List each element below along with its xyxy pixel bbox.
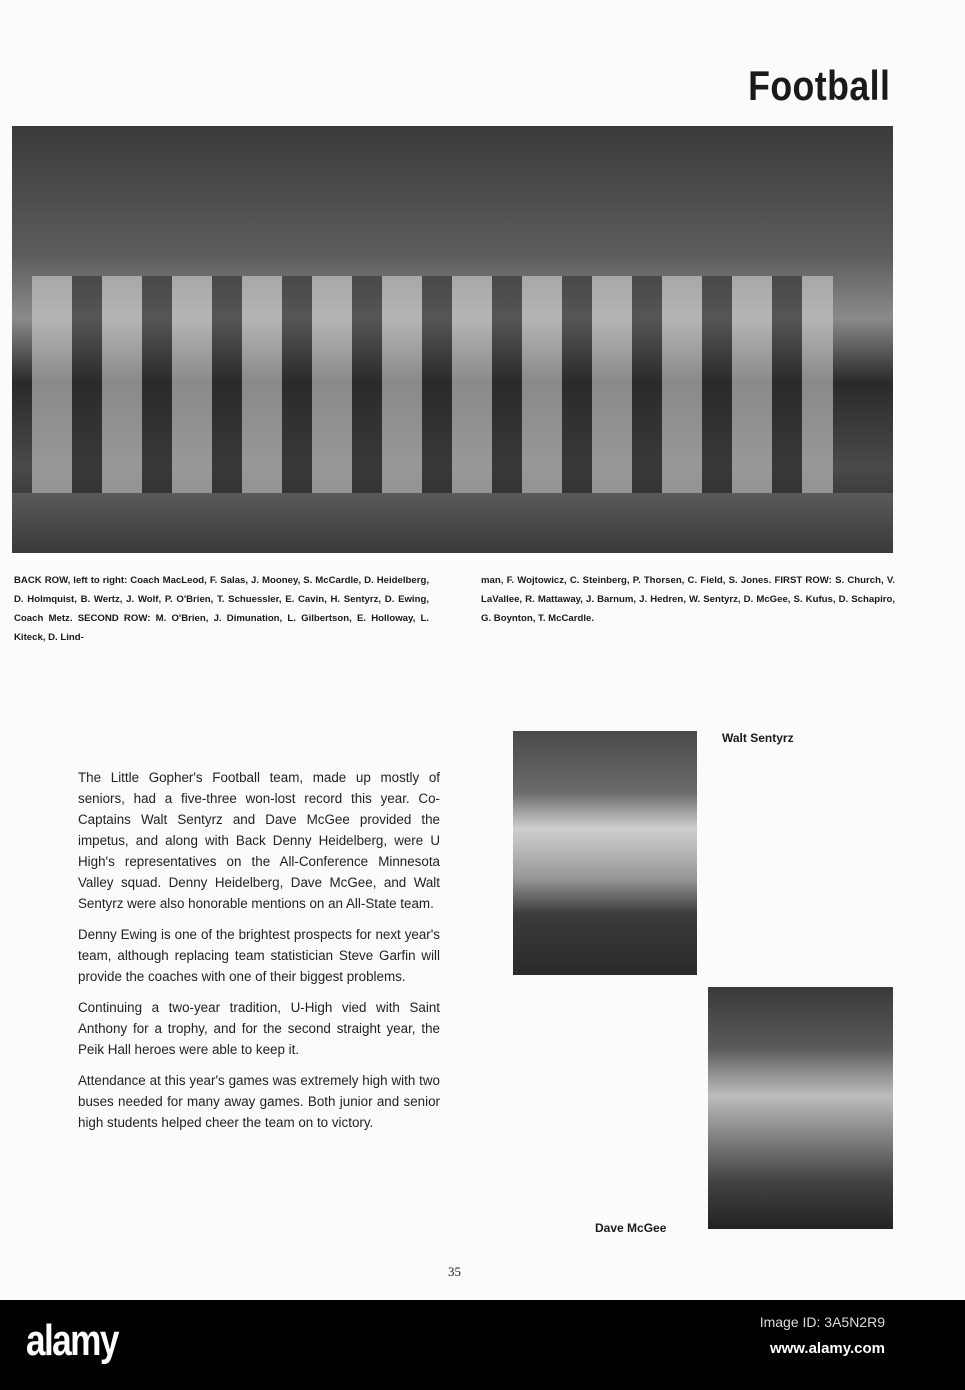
walt-sentyrz-caption: Walt Sentyrz <box>722 731 794 745</box>
image-id: Image ID: 3A5N2R9 <box>759 1314 885 1330</box>
paragraph: Attendance at this year's games was extremely high with two buses needed for many away games. Both junior and senior high students helped cheer the team on to victory. <box>78 1073 440 1130</box>
page-number: 35 <box>448 1264 461 1279</box>
paragraph: The Little Gopher's Football team, made up mostly of seniors, had a five-three won-lost record this year. Co-Captains Walt Sentyrz and Dave McGee provided the impetus, and along with Back Denny Heidelberg, were U High's representatives on the All-Conference Minnesota Valley squad. Denny Heidelberg, Dave McGee, and Walt Sentyrz were also honorable mentions on an All-State team. <box>78 770 440 911</box>
team-caption-right: man, F. Wojtowicz, C. Steinberg, P. Thorsen, C. Field, S. Jones. FIRST ROW: S. Church, V. LaVallee, R. Mattaway, J. Barnum, J. Hedren, W. Sentyrz, D. McGee, S. Kufus, D. Schapiro, G. Boynton, T. McCardle. <box>481 575 895 624</box>
team-caption-left: BACK ROW, left to right: Coach MacLeod, F. Salas, J. Mooney, S. McCardle, D. Heidelberg, D. Holmquist, B. Wertz, J. Wolf, P. O'Brien, T. Schuessler, E. Cavin, H. Sentyrz, D. Ewing, Coach Metz. SECOND ROW: M. O'Brien, J. Dimunation, L. Gilbertson, E. Holloway, L. Kiteck, D. Lind- <box>14 575 429 643</box>
dave-mcgee-photo <box>708 987 893 1229</box>
page-title: Football <box>747 62 890 109</box>
watermark-footer <box>0 1300 965 1390</box>
paragraph: Continuing a two-year tradition, U-High vied with Saint Anthony for a trophy, and for the second straight year, the Peik Hall heroes were able to keep it. <box>78 1000 440 1057</box>
grass-image <box>12 493 893 553</box>
article-body <box>78 767 440 1143</box>
dave-mcgee-caption: Dave McGee <box>595 1221 667 1235</box>
team-players-image <box>32 276 833 513</box>
alamy-url: www.alamy.com <box>769 1340 885 1357</box>
team-photo <box>12 126 893 553</box>
alamy-logo: alamy <box>26 1316 118 1365</box>
paragraph: Denny Ewing is one of the brightest prospects for next year's team, although replacing team statistician Steve Garfin will provide the coaches with one of their biggest problems. <box>78 927 440 984</box>
walt-sentyrz-photo <box>513 731 697 975</box>
